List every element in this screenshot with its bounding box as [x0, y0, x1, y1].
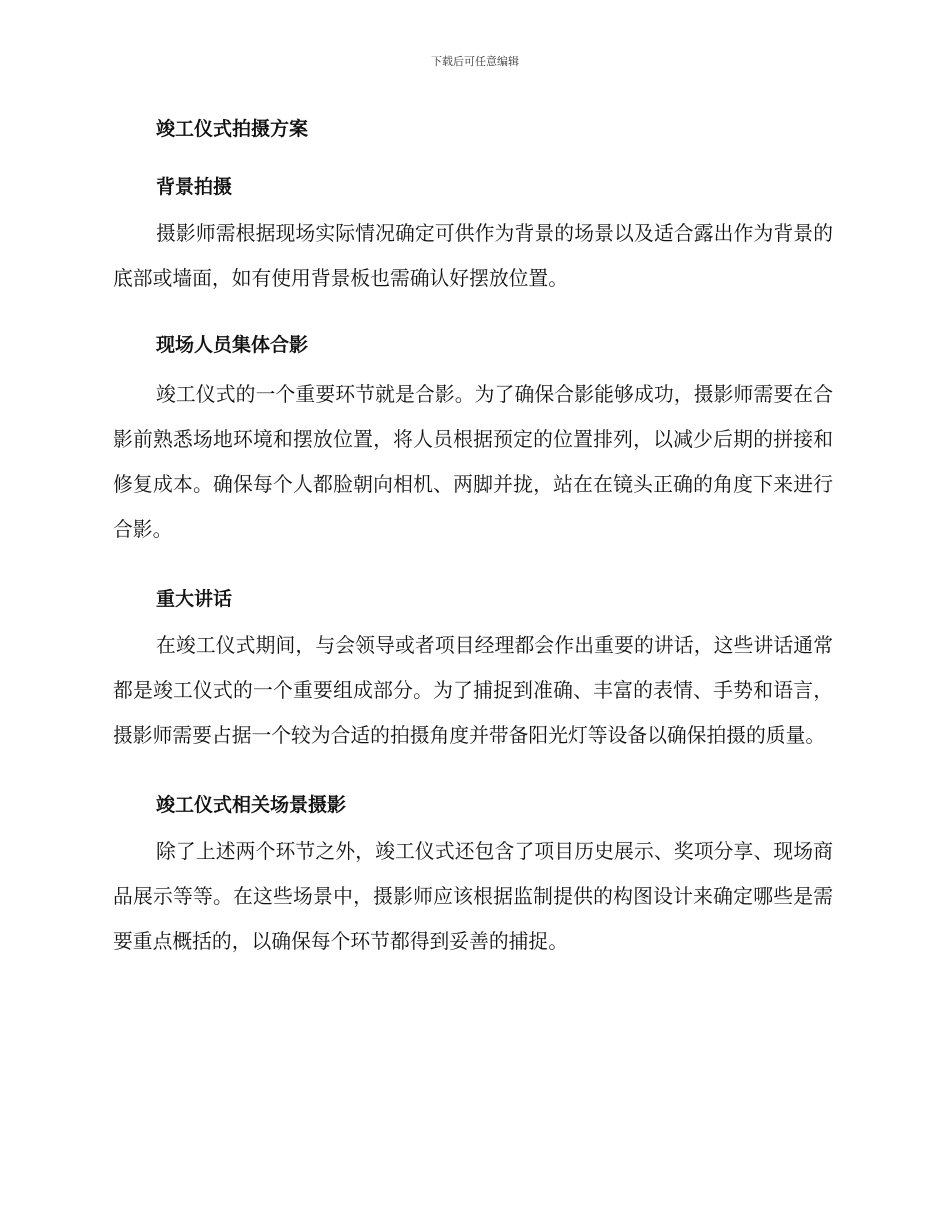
section-heading-speech: 重大讲话	[156, 588, 233, 610]
document-body	[113, 110, 833, 964]
section-paragraph-group-photo: 竣工仪式的一个重要环节就是合影。为了确保合影能够成功，摄影师需要在合影前熟悉场地环境和摆放位置，将人员根据预定的位置排列，以减少后期的拼接和修复成本。确保每个人都脸朝向相机、两脚并拢，站在在镜头正确的角度下来进行合影。	[113, 383, 833, 541]
section-paragraph-background: 摄影师需根据现场实际情况确定可供作为背景的场景以及适合露出作为背景的底部或墙面，如有使用背景板也需确认好摆放位置。	[113, 222, 833, 290]
section-heading-related-scenes: 竣工仪式相关场景摄影	[156, 794, 347, 816]
document-title: 竣工仪式拍摄方案	[156, 118, 309, 140]
section-heading-background: 背景拍摄	[156, 176, 233, 198]
page-header-note: 下载后可任意编辑	[431, 55, 519, 68]
section-paragraph-speech: 在竣工仪式期间，与会领导或者项目经理都会作出重要的讲话，这些讲话通常都是竣工仪式的一个重要组成部分。为了捕捉到准确、丰富的表情、手势和语言，摄影师需要占据一个较为合适的拍摄角度并带备阳光灯等设备以确保拍摄的质量。	[113, 634, 833, 747]
section-paragraph-related-scenes: 除了上述两个环节之外，竣工仪式还包含了项目历史展示、奖项分享、现场商品展示等等。在这些场景中，摄影师应该根据监制提供的构图设计来确定哪些是需要重点概括的，以确保每个环节都得到妥善的捕捉。	[113, 840, 833, 953]
section-heading-group-photo: 现场人员集体合影	[156, 334, 309, 356]
